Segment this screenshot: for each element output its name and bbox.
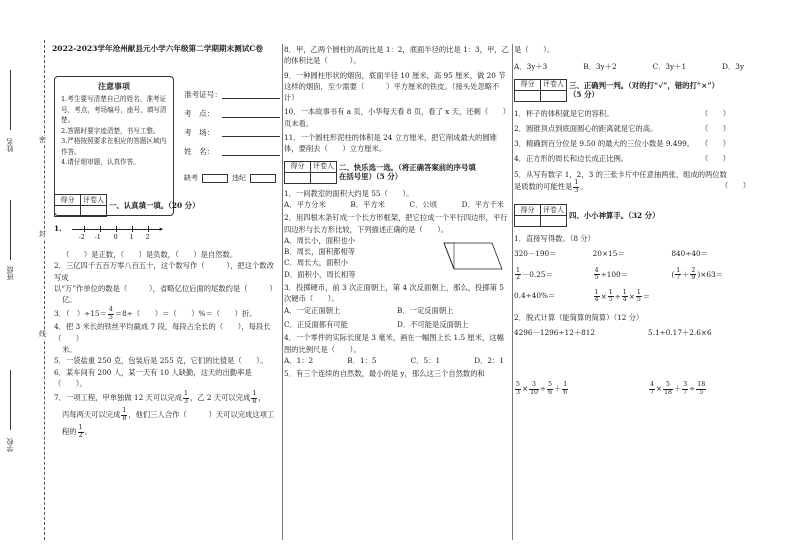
choice-3: 3．投掷硬币，前 3 次正面朝上，第 4 次反面朝上，那么，投掷第 5 次硬币（ ）。	[284, 283, 504, 304]
tick-label: 0	[113, 233, 118, 241]
notice-item: 1.考生要写清楚自己的姓名，准考证号，考点，考场编号，座号，填写清楚。	[61, 95, 167, 125]
number-line	[72, 223, 172, 249]
column-2	[284, 44, 510, 544]
notice-title: 注意事项	[98, 81, 130, 91]
judge-text: 。	[580, 182, 588, 192]
number-line-block	[54, 223, 280, 249]
denominator: 5	[636, 296, 641, 304]
question-text: 亿。	[62, 295, 77, 305]
question-text: 以“万”作单位的数是（ ），省略亿位后面的尾数约是（ ）	[54, 283, 277, 293]
calc-title: 1．直接写得数。（8 分）	[514, 234, 595, 244]
option[interactable]: D．平方千米	[461, 199, 504, 209]
info-row	[184, 80, 280, 99]
option[interactable]: C．5：1	[410, 355, 441, 365]
judge-blank[interactable]: （ ）	[720, 181, 750, 191]
section-2-title: 二、快乐选一选。（将正确答案前的序号填在括号里）（5 分）	[339, 162, 476, 182]
violation-box[interactable]	[250, 174, 276, 183]
grader-cell[interactable]	[81, 206, 107, 217]
denominator: 4	[622, 296, 627, 304]
question-text: 7．一项工程，甲单独做 12 天可以完成	[54, 393, 183, 403]
denominator: 6	[548, 388, 552, 396]
numerator: 5	[548, 381, 552, 389]
exam-room-field[interactable]	[222, 127, 280, 137]
calc-item: ( $\frac{1}{7}$ ＋ $\frac{2}{9}$ )×63＝	[671, 266, 723, 282]
question-10: 10．一本故事书有 a 页，小华每天看 8 页，看了 x 天，还剩（ ）页未看。	[284, 107, 507, 128]
question-4	[54, 321, 280, 355]
option[interactable]: B．3y＋2	[583, 62, 617, 72]
judge-5	[514, 169, 750, 194]
absent-box[interactable]	[202, 174, 228, 183]
option[interactable]: B．1：5	[347, 355, 377, 365]
question-text: ，乙 2 天可以完成	[189, 393, 251, 403]
numerator: 4	[108, 306, 113, 314]
calc-text: ÷100＝	[600, 269, 628, 279]
column-divider	[512, 44, 513, 540]
denominator: 2	[78, 431, 83, 439]
option[interactable]: C．正反面都有可能	[284, 319, 348, 329]
calc-grid	[514, 248, 750, 303]
school-rule	[10, 370, 11, 430]
notice-item: 2.答题时要字迹清楚，书写工整。	[61, 126, 160, 135]
numerator: 1	[574, 179, 579, 187]
question-1: （ ）是正数，（ ）是负数，（ ）是自然数。	[62, 250, 238, 259]
step-calc-row-2	[514, 382, 750, 396]
judge-2	[514, 123, 750, 134]
score-cell[interactable]	[285, 172, 311, 183]
binding-label-school: 学校	[6, 438, 14, 452]
score-cell[interactable]	[515, 90, 541, 101]
score-label: 得分	[515, 79, 541, 90]
info-row	[184, 118, 280, 137]
fraction	[696, 382, 706, 396]
fraction	[515, 268, 521, 282]
fraction	[622, 290, 628, 304]
absent-label: 缺考	[184, 174, 198, 183]
question-text: 。	[84, 427, 92, 437]
judge-4	[514, 153, 750, 164]
class-rule	[10, 200, 11, 260]
exam-title: 2022-2023学年沧州献县元小学六年级第二学期期末测试C卷	[52, 44, 263, 53]
numerator: 1	[676, 266, 681, 274]
denominator: 3	[184, 397, 188, 405]
fraction	[594, 290, 600, 304]
fraction	[547, 382, 553, 396]
section-4-header	[514, 204, 750, 227]
step-calc-item: $\frac{5}{3}$ × $\frac{3}{10}$ ÷ $\frac{5}{6}$ ＋ $\frac{1}{6}$	[516, 381, 568, 396]
option[interactable]: A．周长小，面积也小	[284, 235, 355, 245]
tick	[84, 226, 85, 232]
seal-line	[44, 40, 45, 540]
judge-blank[interactable]: （ ）	[700, 139, 730, 149]
seam-char: 线	[39, 330, 46, 338]
section-4-title: 四、小小神算手。（32 分）	[569, 210, 660, 220]
grader-label: 评卷人	[81, 195, 107, 206]
numerator: 1	[184, 390, 188, 398]
tick	[132, 226, 133, 232]
fraction	[529, 382, 539, 396]
question-7	[54, 391, 280, 439]
question-5: 5．一袋盐重 250 克，包装后是 255 克，它们的比值是（ ）。	[54, 356, 268, 366]
column-divider	[282, 44, 283, 540]
choice-2: 2．用四根木条钉成一个长方形框架，把它拉成一个平行四边形，平行四边形与长方形比较，下列描述正确的是（ ）。	[284, 213, 508, 234]
score-label: 得分	[55, 195, 81, 206]
calc-item: 20×15＝	[592, 249, 625, 259]
question-text: ，他们三人合作（ ）天可以完成这项工	[128, 410, 275, 420]
exam-site-field[interactable]	[222, 108, 280, 118]
denominator: 4	[594, 296, 599, 304]
denominator: 10	[530, 388, 538, 396]
judge-blank[interactable]: （ ）	[700, 123, 730, 133]
denominator: 6	[563, 388, 568, 396]
option[interactable]: B．一定反面朝上	[397, 305, 454, 315]
section-1-title: 一、认真填一填。（20 分）	[109, 200, 200, 210]
option[interactable]: A．1：2	[284, 355, 314, 365]
numerator: 3	[683, 381, 688, 389]
info-row	[184, 99, 280, 118]
score-table	[284, 161, 337, 184]
section-1	[54, 194, 280, 439]
choice-1-options	[284, 199, 510, 210]
fraction	[573, 180, 579, 194]
tick-label: -2	[78, 233, 85, 241]
numerator: 1	[516, 266, 520, 274]
question-text: 4．把 3 米长的铁丝平均截成 7 段，每段占全长的（ ），每段长（ ）	[54, 322, 271, 343]
choice-2-body	[284, 235, 510, 280]
judge-blank[interactable]: （ ）	[700, 154, 730, 164]
tick-label: 1	[129, 233, 134, 241]
option[interactable]: D．面积小，周长相等	[284, 269, 356, 279]
step-calc-item: 4296－1296÷12＋812	[514, 327, 596, 337]
calc-item: $\frac{1}{4}$ × $\frac{1}{5}$ ÷ $\frac{1}{4}$ × $\frac{1}{5}$ ＝	[594, 288, 651, 304]
fraction	[78, 425, 84, 439]
fraction	[649, 382, 655, 396]
option[interactable]: B．周长，面积都相等	[284, 247, 356, 257]
judge-3	[514, 138, 750, 149]
step-calc-title: 2．脱式计算（能简算的简算）（12 分）	[514, 312, 644, 322]
numerator: 4	[650, 381, 654, 389]
score-table	[54, 194, 107, 217]
section-3-header	[514, 79, 750, 102]
seam-char: 封	[39, 230, 46, 238]
name-field[interactable]	[222, 146, 280, 156]
denominator: 5	[699, 388, 704, 396]
fraction	[682, 382, 688, 396]
denominator: 8	[122, 414, 127, 422]
column-3	[514, 44, 750, 544]
option[interactable]: A．一定正面朝上	[284, 305, 341, 315]
question-number: 1.	[54, 224, 62, 233]
fraction	[108, 307, 114, 321]
choice-5: 5．有三个连续的自然数，最小的是 y，那么这三个自然数的和	[284, 369, 485, 379]
choice-3-options	[284, 305, 510, 331]
judge-text: 4．正方形的周长和边长成正比例。	[514, 154, 629, 164]
tick-label: 2	[145, 233, 150, 241]
violation-label: 违纪	[232, 174, 246, 183]
choice-1: 1．一间教室的面积大约是 55（ ）。	[284, 188, 414, 198]
calc-item: 0.4÷40%＝	[514, 290, 556, 300]
calc-item: 840÷40＝	[671, 249, 708, 259]
denominator: 5	[108, 313, 113, 321]
numerator: 2	[691, 266, 696, 274]
fraction	[515, 382, 521, 396]
binding-label-class: 班级	[6, 266, 14, 280]
judge-blank[interactable]: （ ）	[700, 108, 730, 118]
denominator: 5	[608, 296, 613, 304]
tick	[100, 226, 101, 232]
info-label: 考 点：	[184, 108, 215, 118]
grader-label: 评卷人	[311, 161, 337, 172]
notice-item: 3.严格按照要求在相应的答题区域内作答。	[61, 137, 167, 156]
score-cell[interactable]	[515, 216, 541, 227]
judge-1	[514, 108, 750, 119]
choice-4: 4．一个零件的实际长度是 3 毫米，画在一幅图上长 1.5 厘米，这幅图的比例尺是（ ）。	[284, 333, 504, 354]
fraction	[594, 268, 600, 282]
fraction	[663, 382, 673, 396]
fraction	[183, 391, 189, 405]
option[interactable]: A．3y＋3	[514, 62, 548, 72]
question-9: 9．一种圆柱形状的烟囱，底面半径 10 厘米，高 95 厘米，做 20 节这样的烟囱，至少需要（ ）平方厘米的铁皮。（接头处忽略不计）	[284, 70, 506, 103]
fraction	[675, 268, 681, 282]
denominator: 9	[691, 274, 696, 282]
fraction	[562, 382, 568, 396]
grader-label: 评卷人	[541, 205, 567, 216]
denominator: 7	[676, 274, 681, 282]
numerator: 4	[594, 266, 599, 274]
info-row	[184, 137, 280, 156]
calc-item: 320－190＝	[514, 249, 557, 259]
denominator: 3	[516, 388, 520, 396]
denominator: 7	[650, 388, 654, 396]
fraction	[690, 268, 696, 282]
calc-item	[593, 268, 672, 282]
question-6: 6．某车间有 200 人，某一天有 10 人缺勤，这天的出勤率是（ ）。	[54, 367, 252, 388]
option[interactable]: C．公顷	[409, 199, 438, 209]
grader-cell[interactable]	[541, 90, 567, 101]
name-rule	[10, 70, 11, 130]
option[interactable]: D．3y	[722, 62, 744, 72]
option[interactable]: D．2：1	[474, 355, 504, 365]
tick-label: -1	[94, 233, 101, 241]
step-calc-row-1	[514, 327, 750, 338]
denominator: 2	[516, 274, 520, 282]
info-label: 姓 名：	[184, 146, 215, 156]
step-calc-item: $\frac{4}{7}$ × $\frac{5}{18}$ ＋ $\frac{3}{7}$ ÷ $\frac{18}{5}$	[650, 381, 706, 396]
binding-strip	[0, 40, 48, 540]
grader-label: 评卷人	[541, 79, 567, 90]
option[interactable]: C．周长大，面积小	[284, 258, 348, 268]
numerator: 1	[78, 424, 83, 432]
question-text: ＝8÷（ ）＝（ ）%＝（ ）折。	[114, 309, 257, 319]
question-8: 8．甲，乙两个圆柱的高的比是 1：2，底面半径的比是 1：3，甲，乙的体积比是（ ）。	[284, 45, 509, 66]
question-11: 11．一个圆柱形泥柱的体积是 24 立方厘米，把它削成最大的圆锥体，要削去（ ）立方厘米。	[284, 133, 497, 154]
absence-tags	[184, 174, 276, 183]
denominator: 3	[574, 186, 579, 194]
fraction	[121, 408, 127, 422]
tick	[148, 226, 149, 232]
numerator: 1	[563, 381, 568, 389]
question-text: 程的	[62, 427, 77, 437]
numerator: 1	[608, 288, 613, 296]
calc-text: ×63＝	[700, 269, 723, 279]
judge-text: 5．从写有数字 1，2，3 的三张卡片中任意抽两张，组成的两位数是质数的可能性是	[514, 169, 727, 192]
tick	[116, 226, 117, 232]
section-2-header	[284, 161, 510, 184]
denominator: 5	[594, 274, 599, 282]
numerator: 1	[594, 288, 599, 296]
denominator: 8	[252, 397, 257, 405]
grader-cell[interactable]	[311, 172, 337, 183]
numerator: 5	[663, 382, 673, 390]
choice-4-options	[284, 355, 510, 366]
notice-item: 4.请仔细审题，认真作答。	[61, 158, 140, 167]
parallelogram-figure	[440, 235, 510, 275]
score-label: 得分	[285, 161, 311, 172]
section-1-header	[54, 194, 280, 217]
info-label: 考 场：	[184, 127, 215, 137]
numerator: 1	[122, 407, 127, 415]
step-calc-item: 5.1÷0.17＋2.6×6	[648, 327, 712, 337]
denominator: 7	[683, 388, 688, 396]
fraction	[608, 290, 614, 304]
option[interactable]: D．不可能是反面朝上	[397, 319, 469, 329]
question-2	[54, 260, 280, 305]
numerator: 5	[516, 381, 520, 389]
question-text: 3．（ ）÷15＝	[54, 309, 107, 319]
candidate-info	[184, 80, 280, 156]
grader-cell[interactable]	[541, 216, 567, 227]
score-label: 得分	[515, 205, 541, 216]
column-1	[52, 44, 280, 544]
judge-text: 3．精确到百分位是 9.50 的最大的三位小数是 9.499。	[514, 139, 695, 149]
numerator: 1	[622, 288, 627, 296]
choice-5-options	[514, 61, 750, 72]
option[interactable]: C．3y＋1	[652, 62, 687, 72]
option[interactable]: A．平方分米	[284, 199, 326, 209]
choice-2-options	[284, 235, 440, 280]
option[interactable]: B．平方米	[350, 199, 385, 209]
judge-text: 2．圆锥顶点到底面圆心的距离就是它的高。	[514, 123, 658, 133]
arrow-right-icon: ▸	[159, 225, 164, 233]
question-text: ，	[258, 393, 266, 403]
question-3	[54, 307, 280, 321]
info-label: 准考证号：	[184, 89, 222, 99]
numerator: 18	[697, 381, 706, 389]
calc-item	[514, 268, 593, 282]
seam-char: 密	[39, 136, 46, 144]
choice-5-tail: 是（ ）。	[514, 45, 555, 54]
section-3-title: 三、正确判一判。（对的打“√”，错的打“×”）（5 分）	[569, 80, 719, 100]
exam-number-field[interactable]	[222, 89, 280, 99]
score-cell[interactable]	[55, 206, 81, 217]
denominator: 18	[664, 388, 672, 396]
question-text: 米。	[62, 345, 77, 355]
score-table	[514, 79, 567, 102]
judge-text: 1．杯子的体积就是它的容积。	[514, 108, 614, 118]
numerator: 3	[529, 382, 539, 390]
question-text: 丙每两天可以完成	[62, 410, 121, 420]
fraction	[251, 391, 257, 405]
calc-text: －0.25＝	[521, 269, 553, 279]
binding-label-name: 姓名	[6, 138, 14, 152]
question-text: 2．三亿四千五百万零八百五十，这个数写作（ ），把这个数改写成	[54, 261, 274, 282]
score-table	[514, 204, 567, 227]
numerator: 1	[636, 288, 641, 296]
fraction	[636, 290, 642, 304]
numerator: 1	[252, 390, 257, 398]
